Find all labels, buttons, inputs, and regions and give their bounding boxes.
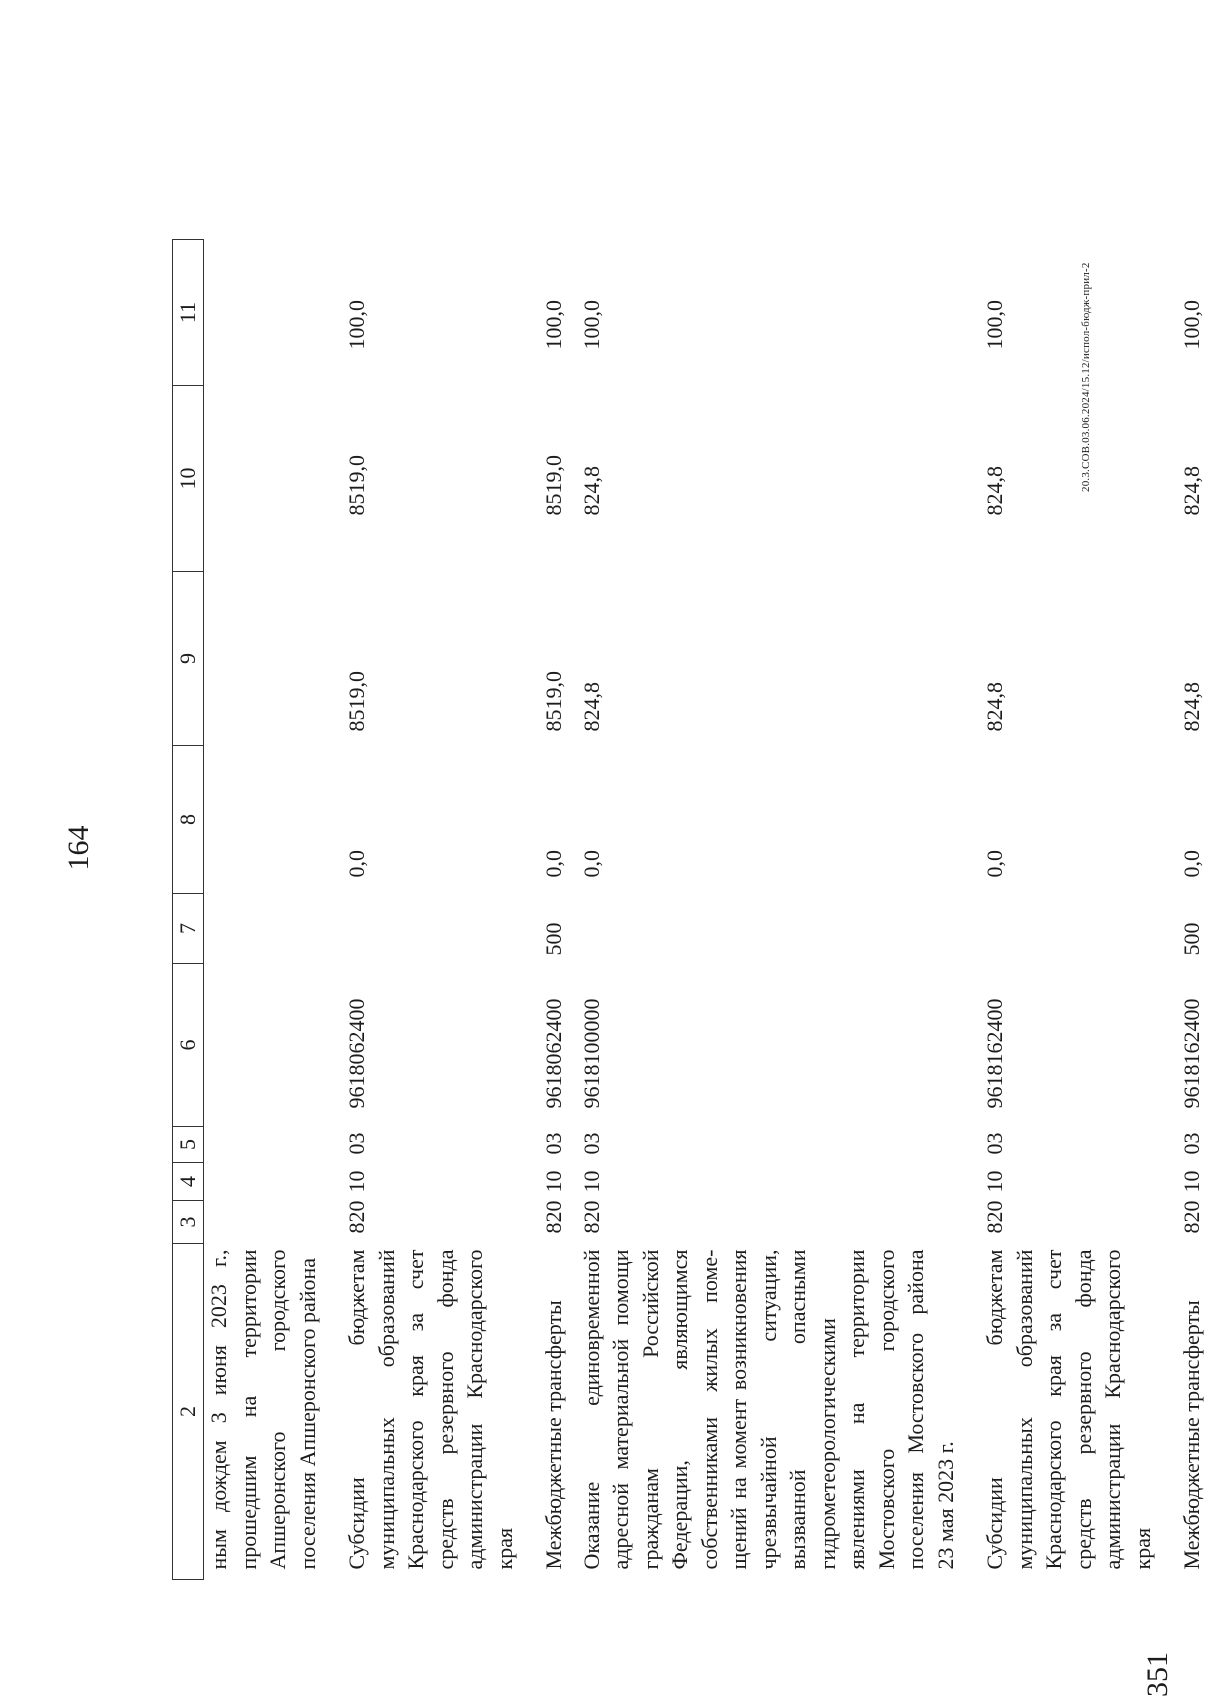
row-description: Оказание единовременной адресной материальной помощи гражданам Российской Федерации, являющимся собственниками жилых помещений на момент возникновения чрезвычайной ситуации, вызванной опасными гидрометеорологическими явлениями на территории Мостовского городского поселения Мостовского района 23 мая 2023 г. bbox=[578, 1249, 958, 1570]
row-description: Межбюджетные трансферты bbox=[1179, 1300, 1204, 1570]
table-row bbox=[980, 240, 1157, 1580]
cell-section: 10 bbox=[1179, 1170, 1204, 1193]
cell-target-article: 9618162400 bbox=[982, 998, 1007, 1109]
cell-admin-code bbox=[204, 1201, 323, 1244]
cell-section: 10 bbox=[541, 1170, 566, 1193]
budget-table bbox=[172, 239, 1207, 1580]
cell-subsection: 03 bbox=[344, 1132, 369, 1155]
cell-admin-code: 820 bbox=[578, 1200, 604, 1234]
cell-target-article: 9618100000 bbox=[578, 998, 604, 1109]
cell-admin-code: 820 bbox=[982, 1200, 1007, 1234]
cell-col10: 8519,0 bbox=[541, 455, 566, 516]
cell-admin-code: 820 bbox=[1179, 1200, 1204, 1234]
cell-subsection: 03 bbox=[541, 1132, 566, 1155]
cell-col11: 100,0 bbox=[1179, 300, 1204, 350]
row-description: Субсидии бюджетам муниципальных образований Краснодарского края за счет средств резервного фонда администрации Краснодарского края bbox=[982, 1249, 1155, 1570]
row-description: Субсидии бюджетам муниципальных образований Краснодарского края за счет средств резервного фонда администрации Краснодарского края bbox=[344, 1249, 517, 1570]
cell-subsection: 03 bbox=[1179, 1132, 1204, 1155]
col-header: 11 bbox=[173, 240, 204, 386]
cell-section: 10 bbox=[344, 1170, 369, 1193]
cell-expense-type bbox=[204, 894, 323, 964]
cell-section: 10 bbox=[578, 1170, 604, 1193]
cell-col9: 824,8 bbox=[578, 682, 604, 732]
table-header-row bbox=[173, 240, 204, 1580]
cell-subsection bbox=[204, 1127, 323, 1163]
table-row bbox=[539, 240, 569, 1580]
cell-target-article: 9618162400 bbox=[1179, 998, 1204, 1109]
cell-col8: 0,0 bbox=[344, 850, 369, 878]
page-number: 164 bbox=[62, 825, 95, 871]
cell-col9: 8519,0 bbox=[541, 671, 566, 732]
cell-col10 bbox=[204, 386, 323, 572]
cell-admin-code: 820 bbox=[541, 1200, 566, 1234]
cell-section bbox=[204, 1163, 323, 1201]
cell-expense-type bbox=[342, 894, 519, 964]
col-header: 6 bbox=[173, 964, 204, 1127]
cell-target-article: 9618062400 bbox=[344, 998, 369, 1109]
cell-section: 10 bbox=[982, 1170, 1007, 1193]
cell-expense-type bbox=[577, 894, 961, 964]
table-row bbox=[204, 240, 323, 1580]
cell-target-article bbox=[204, 964, 323, 1127]
cell-col11: 100,0 bbox=[344, 300, 369, 350]
cell-col9: 824,8 bbox=[1179, 682, 1204, 732]
cell-subsection: 03 bbox=[982, 1132, 1007, 1155]
col-header: 3 bbox=[173, 1201, 204, 1244]
cell-expense-type bbox=[980, 894, 1157, 964]
col-header: 9 bbox=[173, 572, 204, 746]
cell-col11: 100,0 bbox=[578, 300, 604, 350]
table-row bbox=[1177, 240, 1207, 1580]
cell-col10: 824,8 bbox=[578, 466, 604, 516]
cell-col10: 8519,0 bbox=[344, 455, 369, 516]
row-description: ным дождем 3 июня 2023 г., прошедшим на территории Апшеронского городского поселения Апшеронского района bbox=[206, 1249, 320, 1570]
cell-expense-type: 500 bbox=[541, 922, 566, 956]
table-row bbox=[342, 240, 519, 1580]
document-code: 20.3.СОВ.03.06.2024/15.12/испол-бюдж-прил-2 bbox=[1080, 262, 1092, 492]
cell-col11: 100,0 bbox=[982, 300, 1007, 350]
cell-col9: 8519,0 bbox=[344, 671, 369, 732]
cell-col8: 0,0 bbox=[1179, 850, 1204, 878]
cell-admin-code: 820 bbox=[344, 1200, 369, 1234]
col-header: 8 bbox=[173, 746, 204, 894]
table-row bbox=[577, 240, 961, 1580]
cell-col8: 0,0 bbox=[982, 850, 1007, 878]
cell-col8: 0,0 bbox=[541, 850, 566, 878]
cell-col8 bbox=[204, 746, 323, 894]
col-header: 7 bbox=[173, 894, 204, 964]
col-header: 4 bbox=[173, 1163, 204, 1201]
col-header: 10 bbox=[173, 386, 204, 572]
cell-col10: 824,8 bbox=[1179, 466, 1204, 516]
cell-col9 bbox=[204, 572, 323, 746]
cell-col11: 100,0 bbox=[541, 300, 566, 350]
row-description: Межбюджетные трансферты bbox=[541, 1300, 566, 1570]
cell-expense-type: 500 bbox=[1179, 922, 1204, 956]
cell-subsection: 03 bbox=[578, 1132, 604, 1155]
cell-target-article: 9618062400 bbox=[541, 998, 566, 1109]
col-header: 2 bbox=[173, 1244, 204, 1580]
cell-col10: 824,8 bbox=[982, 466, 1007, 516]
cell-col9: 824,8 bbox=[982, 682, 1007, 732]
cell-col11 bbox=[204, 240, 323, 386]
cell-col8: 0,0 bbox=[578, 850, 604, 878]
footer-page-number: 351 bbox=[1141, 1652, 1174, 1697]
col-header: 5 bbox=[173, 1127, 204, 1163]
